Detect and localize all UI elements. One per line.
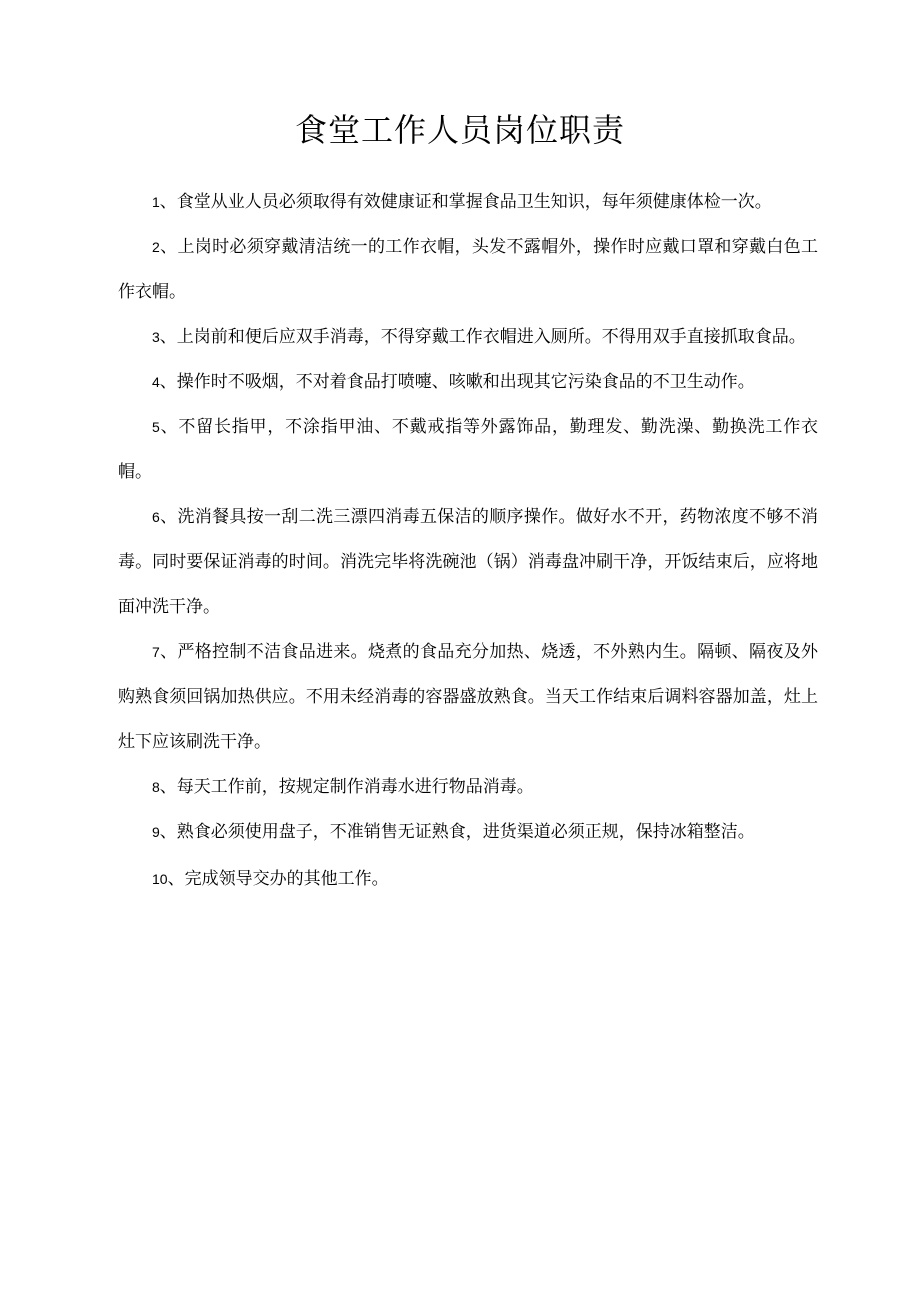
list-item bbox=[118, 315, 818, 360]
item-number: 8 bbox=[152, 779, 160, 795]
item-text: 食堂从业人员必须取得有效健康证和掌握食品卫生知识，每年须健康体检一次。 bbox=[176, 192, 772, 212]
item-separator: 、 bbox=[159, 822, 177, 842]
list-item bbox=[118, 225, 818, 315]
item-text: 每天工作前，按规定制作消毒水进行物品消毒。 bbox=[176, 777, 534, 797]
item-number: 10 bbox=[152, 871, 168, 887]
item-separator: 、 bbox=[159, 417, 179, 437]
item-separator: 、 bbox=[167, 869, 185, 889]
item-number: 3 bbox=[152, 329, 160, 345]
list-item bbox=[118, 630, 818, 765]
duty-list bbox=[118, 180, 818, 902]
item-separator: 、 bbox=[159, 642, 178, 662]
item-number: 4 bbox=[152, 374, 160, 390]
list-item bbox=[118, 180, 818, 225]
item-text: 上岗前和便后应双手消毒，不得穿戴工作衣帽进入厕所。不得用双手直接抓取食品。 bbox=[176, 327, 806, 347]
item-separator: 、 bbox=[159, 372, 177, 392]
item-number: 5 bbox=[152, 419, 160, 435]
item-text: 完成领导交办的其他工作。 bbox=[184, 869, 389, 889]
item-separator: 、 bbox=[159, 237, 178, 257]
item-number: 9 bbox=[152, 824, 160, 840]
list-item bbox=[118, 765, 818, 810]
list-item bbox=[118, 495, 818, 630]
item-text: 熟食必须使用盘子，不准销售无证熟食，进货渠道必须正规，保持冰箱整洁。 bbox=[176, 822, 755, 842]
item-separator: 、 bbox=[159, 192, 177, 212]
list-item bbox=[118, 405, 818, 495]
item-separator: 、 bbox=[159, 507, 178, 527]
page-title: 食堂工作人员岗位职责 bbox=[294, 111, 625, 149]
item-text: 不留长指甲，不涂指甲油、不戴戒指等外露饰品，勤理发、勤洗澡、勤换洗工作衣帽。 bbox=[118, 417, 819, 482]
item-number: 7 bbox=[152, 644, 160, 660]
item-number: 1 bbox=[152, 194, 160, 210]
item-text: 洗消餐具按一刮二洗三漂四消毒五保洁的顺序操作。做好水不开，药物浓度不够不消毒。同时要保证消毒的时间。消洗完毕将洗碗池（锅）消毒盘冲刷干净，开饭结束后，应将地面冲洗干净。 bbox=[118, 507, 819, 617]
item-number: 2 bbox=[152, 239, 160, 255]
item-text: 操作时不吸烟，不对着食品打喷嚏、咳嗽和出现其它污染食品的不卫生动作。 bbox=[176, 372, 755, 392]
item-separator: 、 bbox=[159, 777, 177, 797]
list-item bbox=[118, 360, 818, 405]
item-number: 6 bbox=[152, 509, 160, 525]
list-item bbox=[118, 810, 818, 855]
item-text: 严格控制不洁食品进来。烧煮的食品充分加热、烧透，不外熟内生。隔顿、隔夜及外购熟食须回锅加热供应。不用未经消毒的容器盛放熟食。当天工作结束后调料容器加盖，灶上灶下应该刷洗干净。 bbox=[118, 642, 819, 752]
list-item bbox=[118, 857, 818, 902]
item-text: 上岗时必须穿戴清洁统一的工作衣帽，头发不露帽外，操作时应戴口罩和穿戴白色工作衣帽。 bbox=[118, 237, 819, 302]
item-separator: 、 bbox=[159, 327, 177, 347]
